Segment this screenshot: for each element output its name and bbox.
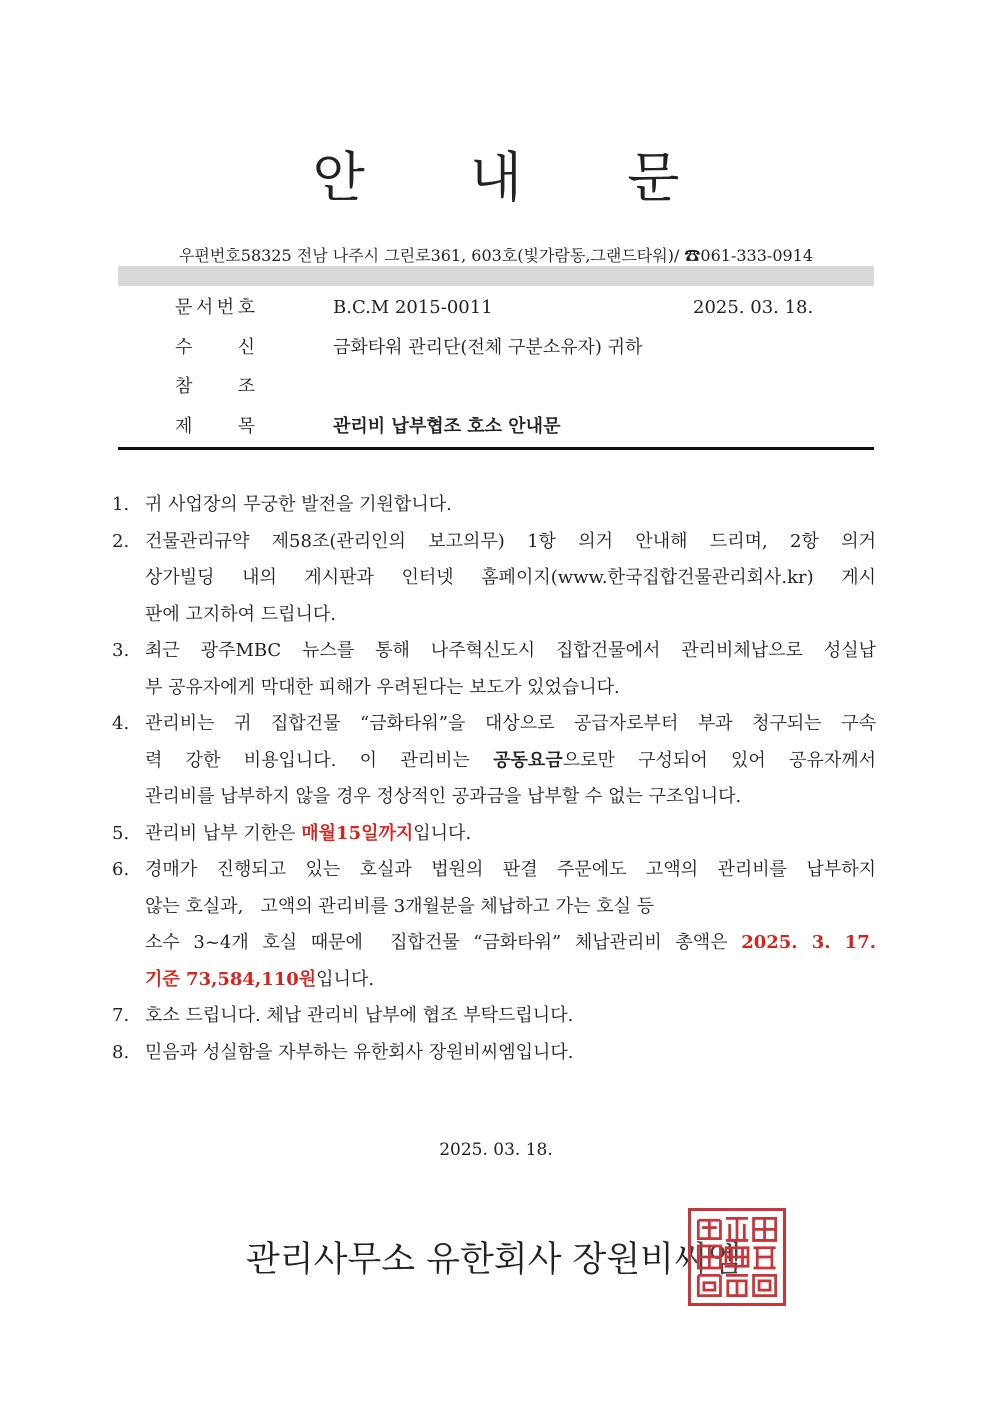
reference-label: 참 조 — [175, 376, 255, 397]
seal-glyphs-icon — [691, 1211, 783, 1303]
header-rule — [118, 447, 874, 450]
arrears-date-highlight: 2025. 3. 17. — [741, 932, 876, 953]
subject-value: 관리비 납부협조 호소 안내문 — [333, 416, 561, 437]
recipient-label: 수 신 — [175, 337, 255, 358]
subject-label: 제 목 — [175, 416, 255, 437]
list-item: 6. 경매가 진행되고 있는 호실과 법원의 판결 주문에도 고액의 관리비를 납부하지 않는 호실과, 고액의 관리비를 3개월분을 체납하고 가는 호실 등 소수 3~4개 호실 때문에 집합건물 “금화타워” 체납관리비 총액은 2025. 3. 17. 기준 73,584,110원입니다. — [112, 859, 876, 990]
list-item: 1. 귀 사업장의 무궁한 발전을 기원합니다. — [112, 494, 452, 515]
address-line: 우편번호58325 전남 나주시 그린로361, 603호(빛가람동,그랜드타워)/ ☎061-333-0914 — [178, 246, 814, 265]
list-item: 2. 건물관리규약 제58조(관리인의 보고의무) 1항 의거 안내해 드리며, 2항 의거 상가빌딩 내의 게시판과 인터넷 홈페이지(www.한국집합건물관리회사.kr) 게시 판에 고지하여 드립니다. — [112, 530, 876, 625]
list-item: 5. 관리비 납부 기한은 매월15일까지입니다. — [112, 822, 472, 844]
doc-no-label: 문 서 번 호 — [175, 297, 255, 318]
doc-no-value: B.C.M 2015-0011 — [333, 297, 493, 318]
company-seal-icon — [688, 1208, 786, 1306]
recipient-value: 금화타워 관리단(전체 구분소유자) 귀하 — [333, 337, 643, 358]
doc-date: 2025. 03. 18. — [693, 297, 814, 318]
emphasis-common-fee: 공동요금 — [493, 749, 563, 771]
list-item: 7. 호소 드립니다. 체납 관리비 납부에 협조 부탁드립니다. — [112, 1005, 574, 1026]
list-item: 3. 최근 광주MBC 뉴스를 통해 나주혁신도시 집합건물에서 관리비체납으로 성실납 부 공유자에게 막대한 피해가 우려된다는 보도가 있었습니다. — [112, 640, 876, 698]
document-title: 안 내 문 — [312, 146, 724, 209]
signature-line: 관리사무소 유한회사 장원비씨엠 — [246, 1240, 742, 1280]
footer-date: 2025. 03. 18. — [439, 1140, 553, 1160]
notice-list — [112, 487, 876, 1071]
list-item: 8. 믿음과 성실함을 자부하는 유한회사 장원비씨엠입니다. — [112, 1041, 574, 1063]
list-item: 4. 관리비는 귀 집합건물 “금화타워”을 대상으로 공급자로부터 부과 청구되는 구속 력 강한 비용입니다. 이 관리비는 공동요금으로만 구성되어 있어 공유자께서 관리비를 납부하지 않을 경우 정상적인 공과금을 납부할 수 없는 구조입니다. — [112, 713, 876, 807]
header-divider-bar — [118, 266, 874, 286]
arrears-total-highlight: 기준 73,584,110원 — [145, 968, 317, 990]
deadline-highlight: 매월15일까지 — [301, 822, 414, 844]
